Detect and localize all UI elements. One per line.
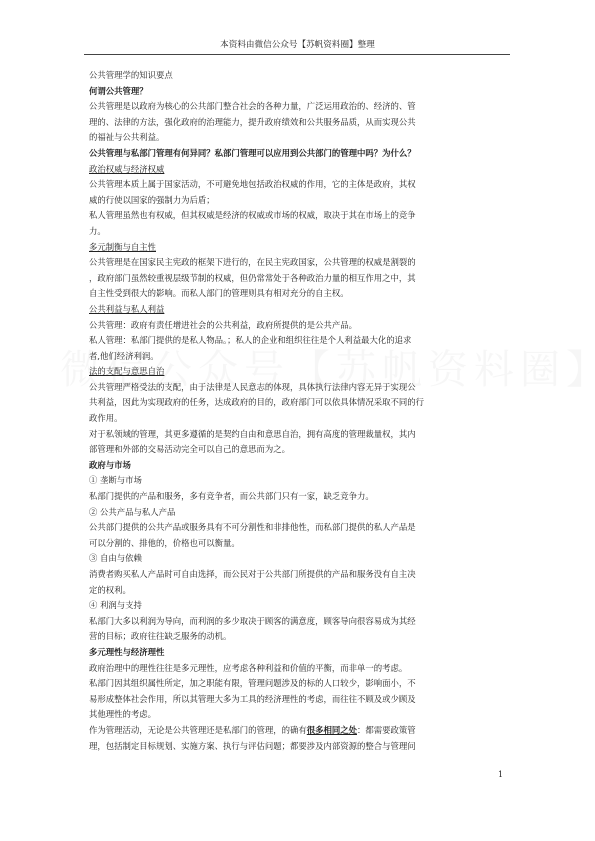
line-text: 法的支配与意思自治: [89, 366, 165, 377]
line-text: ，政府部门虽然较重视层级节制的权威，但仍常常处于各种政治力量的相互作用之中，其: [89, 272, 416, 283]
line-text: 公共管理是在国家民主宪政的框架下进行的，在民主宪政国家，公共管理的权威是割裂的: [89, 257, 416, 268]
line-text: 的福祉与公共利益。: [89, 132, 165, 143]
page-number: 1: [498, 770, 504, 779]
body-line: [89, 395, 505, 411]
body-line: [89, 255, 505, 271]
subsection-heading: [89, 240, 505, 256]
line-text: 消费者购买私人产品时可自由选择，而公民对于公共部门所提供的产品和服务没有自主决: [89, 569, 416, 579]
subsection-heading: [89, 162, 505, 178]
line-text: 理，包括制定目标规划、实施方案、执行与评估问题；都要涉及内部资源的整合与管理问: [89, 740, 416, 751]
body-line: [89, 536, 505, 552]
body-line: [89, 380, 505, 396]
line-text: 自主性受到很大的影响。而私人部门的管理则具有相对充分的自主权。: [89, 288, 349, 299]
body-line: [89, 567, 505, 583]
section-heading: [89, 458, 505, 474]
line-text: ③ 自由与依赖: [89, 553, 142, 564]
section-heading: [89, 645, 505, 661]
body-line: [89, 177, 505, 193]
line-text: ① 垄断与市场: [89, 475, 142, 486]
body-line: [89, 723, 505, 739]
body-line: [89, 208, 505, 224]
body-line: [89, 318, 505, 334]
line-text: 力。: [89, 225, 106, 236]
line-text: 私人管理：私部门提供的是私人物品。；私人的企业和组织往往是个人利益最大化的追求: [89, 335, 412, 346]
line-text: ：都需要政策管: [357, 724, 416, 735]
body-line: [89, 739, 505, 755]
line-text: 多元制衡与自主性: [89, 241, 156, 252]
document-body: [89, 68, 505, 754]
line-text: 其他理性的考虑。: [89, 709, 156, 720]
line-text: ② 公共产品与私人产品: [89, 506, 176, 517]
section-heading: [89, 146, 505, 162]
subsection-heading: [89, 302, 505, 318]
line-text: 政府治理中的理性往往是多元理性，应考虑各种利益和价值的平衡，而非单一的考虑。: [89, 662, 408, 673]
line-text: 定的权利。: [89, 584, 131, 595]
line-text: 作为管理活动，无论是公共管理还是私部门的管理，的确有: [89, 724, 307, 735]
line-text: 政府与市场: [89, 459, 131, 470]
line-text: 易形成整体社会作用，所以其管理大多为工具的经济理性的考虑，而往往不顾及或少顾及: [89, 693, 416, 704]
line-text: 私部门大多以利润为导向，而利润的多少取决于顾客的满意度，顾客导向很容易成为其经: [89, 615, 416, 626]
body-line: [89, 520, 505, 536]
body-line: [89, 349, 505, 365]
line-text: 共利益，因此为实现政府的任务，达成政府的目的，政府部门可以依具体情况采取不同的行: [89, 397, 424, 408]
body-line: [89, 411, 505, 427]
line-text: 私人管理虽然也有权威，但其权威是经济的权威或市场的权威，取决于其在市场上的竞争: [89, 210, 416, 221]
section-heading: [89, 84, 505, 100]
line-text: 公共管理本质上属于国家活动，不可避免地包括政治权威的作用，它的主体是政府，其权: [89, 179, 416, 190]
line-text: 私部门提供的产品和服务，多有竞争者，而公共部门只有一家，缺乏竞争力。: [89, 491, 374, 502]
emphasis-text: 很多相同之处: [306, 724, 357, 735]
body-line: [89, 707, 505, 723]
body-line: [89, 629, 505, 645]
line-text: 何谓公共管理？: [89, 85, 148, 96]
line-text: 威的行使以国家的强制力为后盾；: [89, 194, 215, 205]
line-text: 营的目标；政府往往缺乏服务的动机。: [89, 631, 232, 642]
body-line: [89, 676, 505, 692]
body-line: [89, 193, 505, 209]
body-line: [89, 130, 505, 146]
line-text: 公共管理严格受法的支配，由于法律是人民意志的体现，具体执行法律内容无异于实现公: [89, 381, 416, 392]
line-text: 政治权威与经济权威: [89, 163, 165, 174]
header-divider: [84, 54, 510, 55]
line-text: 部管理和外部的交易活动完全可以自己的意思而为之。: [89, 444, 290, 455]
body-line: [89, 583, 505, 599]
body-line: [89, 99, 505, 115]
body-line: [89, 442, 505, 458]
body-line: [89, 427, 505, 443]
body-line: [89, 598, 505, 614]
body-line: [89, 661, 505, 677]
line-text: 对于私领域的管理，其更多遵循的是契约自由和意思自治，拥有高度的管理裁量权，其内: [89, 428, 416, 439]
body-line: [89, 333, 505, 349]
line-text: 可以分割的、排他的，价格也可以衡量。: [89, 537, 240, 548]
body-line: [89, 68, 505, 84]
line-text: 公共利益与私人利益: [89, 303, 165, 314]
line-text: 理的、法律的方法，强化政府的治理能力，提升政府绩效和公共服务品质，从而实现公共: [89, 116, 416, 127]
subsection-heading: [89, 364, 505, 380]
body-line: [89, 115, 505, 131]
body-line: [89, 505, 505, 521]
line-text: 多元理性与经济理性: [89, 646, 165, 657]
body-line: [89, 489, 505, 505]
body-line: [89, 551, 505, 567]
line-text: 私部门因其组织属性所定，加之职能有限，管理问题涉及的标的人口较少，影响面小，不: [89, 678, 416, 689]
line-text: ④ 利润与支持: [89, 600, 142, 611]
body-line: [89, 286, 505, 302]
body-line: [89, 614, 505, 630]
line-text: 公共部门提供的公共产品或服务具有不可分割性和非排他性，而私部门提供的私人产品是: [89, 522, 416, 533]
body-line: [89, 224, 505, 240]
body-line: [89, 692, 505, 708]
line-text: 公共管理与私部门管理有何异同？私部门管理可以应用到公共部门的管理中吗？为什么？: [89, 147, 416, 158]
page-header: 本资料由微信公众号【苏帆资料圈】整理: [220, 40, 375, 50]
body-line: [89, 473, 505, 489]
line-text: 政作用。: [89, 413, 123, 424]
body-line: [89, 271, 505, 287]
line-text: 公共管理：政府有责任增进社会的公共利益，政府所提供的是公共产品。: [89, 319, 357, 330]
line-text: 公共管理学的知识要点: [89, 70, 173, 80]
line-text: 者,他们经济利润。: [89, 350, 159, 361]
line-text: 公共管理是以政府为核心的公共部门整合社会的各种力量，广泛运用政治的、经济的、管: [89, 101, 416, 112]
